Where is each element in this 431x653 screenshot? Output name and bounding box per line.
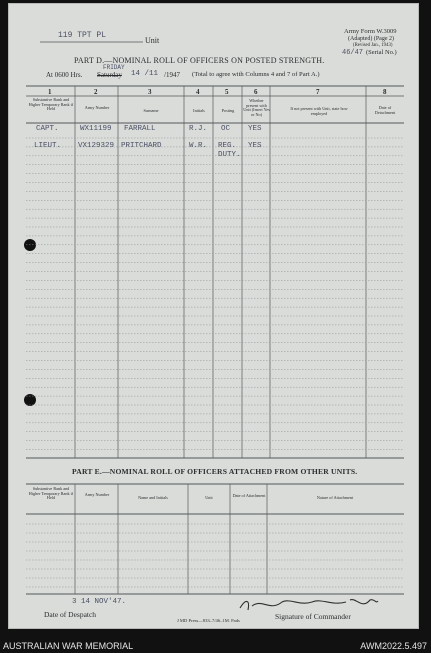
archive-caption xyxy=(0,629,431,653)
row2-rank: LIEUT. xyxy=(34,142,62,150)
header-surname: Surname xyxy=(143,108,159,113)
header-employed: If not present with Unit, state how employed xyxy=(290,106,348,116)
header-army-number: Army Number xyxy=(84,105,110,110)
col-number: 1 xyxy=(48,88,52,96)
part-e-title: PART E.—NOMINAL ROLL OF OFFICERS ATTACHED FROM OTHER UNITS. xyxy=(72,467,358,476)
row1-posting: OC xyxy=(221,125,231,133)
row2-posting: REG. xyxy=(218,142,237,150)
part-d-time: At 0600 Hrs. xyxy=(46,71,83,79)
part-e-header-number: Army Number xyxy=(84,492,110,497)
row1-rank: CAPT. xyxy=(36,125,59,133)
col-number: 6 xyxy=(254,88,258,96)
form-id-3: (Revised Jan., 1943) xyxy=(353,43,393,48)
despatch-label: Date of Despatch xyxy=(44,610,97,619)
despatch-value: 3 14 NOV'47. xyxy=(72,598,127,606)
serial-label: (Serial No.) xyxy=(366,49,397,56)
header-present: Whether present with Unit (Insert Yes or No) xyxy=(243,98,270,117)
part-e-header-nature: Nature of Attachment xyxy=(316,495,354,500)
part-d-note: (Total to agree with Columns 4 and 7 of Part A.) xyxy=(192,71,320,78)
part-e-header-unit: Unit xyxy=(205,495,213,500)
header-initials: Initials xyxy=(193,108,205,113)
caption-right: AWM2022.5.497 xyxy=(360,641,427,651)
row2-initials: W.R. xyxy=(189,142,208,150)
col-number: 4 xyxy=(196,88,200,96)
header-detachment: Date of Detachment xyxy=(374,105,396,115)
col-number: 5 xyxy=(225,88,229,96)
row2-number: VX129329 xyxy=(78,142,115,150)
part-d-year: /1947 xyxy=(164,71,180,79)
unit-label: Unit xyxy=(145,36,160,45)
col-number: 8 xyxy=(383,88,387,96)
part-e-header-name: Name and Initials xyxy=(138,495,168,500)
printer-line: J MD Press—833–7/46–1M. Pads xyxy=(177,618,240,623)
form-id-1: Army Form W.3009 xyxy=(344,28,397,35)
part-d-day-struck: Saturday xyxy=(97,71,122,79)
part-d-date: 14 /11 xyxy=(131,70,159,78)
row1-present: YES xyxy=(248,125,262,133)
caption-left: AUSTRALIAN WAR MEMORIAL xyxy=(3,641,134,651)
signature-label: Signature of Commander xyxy=(275,612,351,621)
header-rank: Substantive Rank and Higher Temporary Rank if Held xyxy=(28,97,74,112)
col-number: 7 xyxy=(316,88,320,96)
unit-value: 119 TPT PL xyxy=(58,31,107,40)
row2-posting-line2: DUTY. xyxy=(218,151,241,159)
part-d-day-typed: FRIDAY xyxy=(103,64,125,71)
row2-present: YES xyxy=(248,142,262,150)
row2-surname: PRITCHARD xyxy=(121,142,162,150)
row1-number: WX11199 xyxy=(80,125,112,133)
row1-initials: R.J. xyxy=(189,125,208,133)
col-number: 2 xyxy=(94,88,98,96)
serial-value: 46/47 xyxy=(342,49,364,57)
header-posting: Posting xyxy=(221,108,235,113)
col-number: 3 xyxy=(148,88,152,96)
row1-surname: FARRALL xyxy=(124,125,156,133)
part-e-header-date: Date of Attachment xyxy=(232,493,266,498)
part-d-title: PART D.—NOMINAL ROLL OF OFFICERS ON POSTED STRENGTH. xyxy=(74,56,325,65)
part-e-header-rank: Substantive Rank and Higher Temporary Rank if Held xyxy=(28,486,74,501)
form-id-2: (Adapted) (Page 2) xyxy=(348,36,394,42)
